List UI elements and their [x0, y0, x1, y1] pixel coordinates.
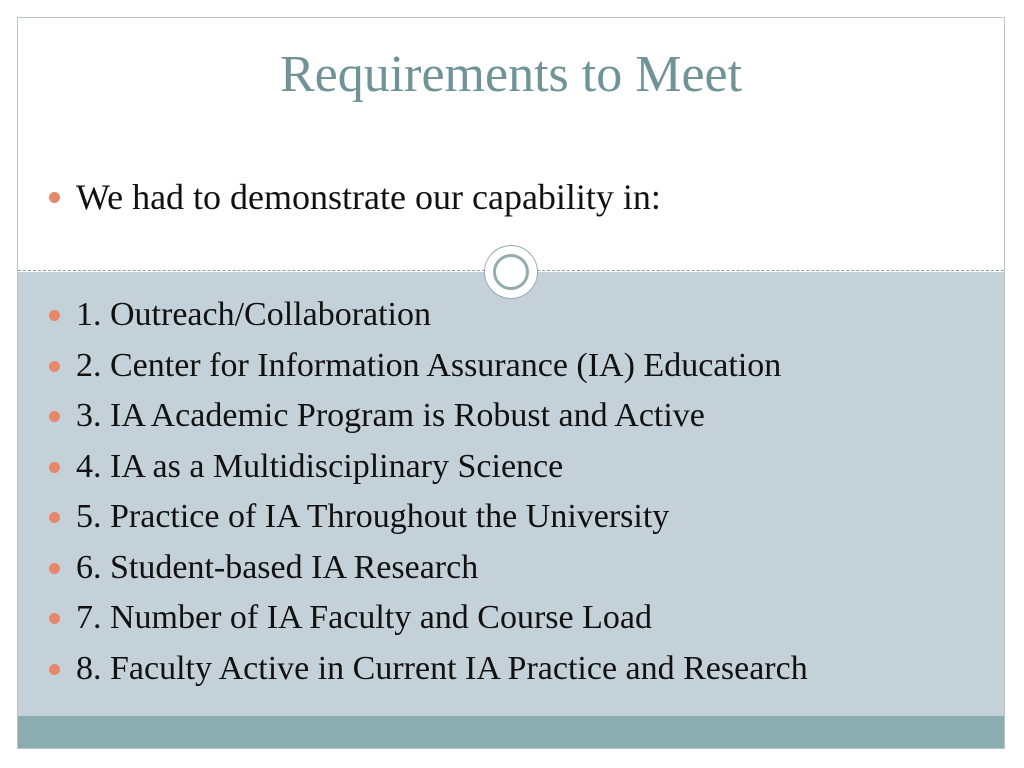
divider-circle-icon — [485, 246, 537, 298]
list-item — [18, 290, 808, 341]
list-item-text: 4. IA as a Multidisciplinary Science — [76, 447, 564, 485]
list-item — [18, 492, 808, 543]
list-item-text: 5. Practice of IA Throughout the University — [76, 498, 670, 535]
requirements-list — [18, 290, 808, 694]
bullet-dot-icon — [49, 192, 60, 203]
slide-footer-bar — [18, 716, 1004, 749]
list-item-text: 6. Student-based IA Research — [76, 548, 479, 586]
bullet-dot-icon — [49, 411, 60, 422]
list-item — [18, 442, 808, 493]
intro-bullet — [18, 176, 661, 218]
intro-list — [18, 176, 661, 218]
slide — [17, 17, 1005, 749]
bullet-dot-icon — [49, 462, 60, 473]
bullet-dot-icon — [49, 361, 60, 372]
list-item-text: 1. Outreach/Collaboration — [76, 296, 432, 333]
list-item-text: 8. Faculty Active in Current IA Practice and Research — [76, 649, 808, 687]
list-item — [18, 543, 808, 594]
list-item-text: 2. Center for Information Assurance (IA) Education — [76, 346, 782, 384]
list-item — [18, 593, 808, 644]
divider-circle-inner-ring — [493, 254, 529, 290]
list-item — [18, 341, 808, 392]
list-item — [18, 391, 808, 442]
intro-text: We had to demonstrate our capability in: — [76, 177, 661, 217]
bullet-dot-icon — [49, 563, 60, 574]
list-item — [18, 644, 808, 695]
slide-title: Requirements to Meet — [279, 46, 743, 103]
bullet-dot-icon — [49, 664, 60, 675]
bullet-dot-icon — [49, 310, 60, 321]
list-item-text: 7. Number of IA Faculty and Course Load — [76, 599, 652, 636]
bullet-dot-icon — [49, 512, 60, 523]
bullet-dot-icon — [49, 613, 60, 624]
list-item-text: 3. IA Academic Program is Robust and Active — [76, 397, 705, 434]
